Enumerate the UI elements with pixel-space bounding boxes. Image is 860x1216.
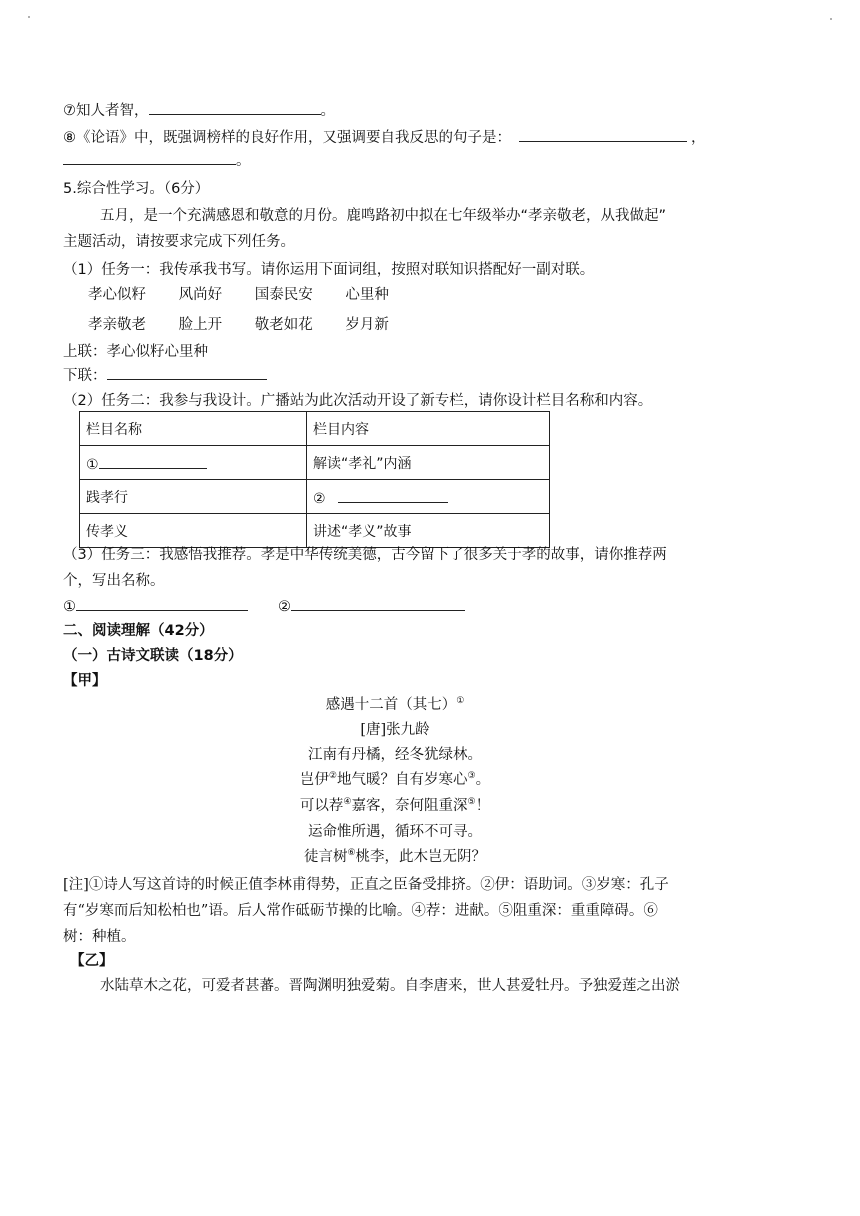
table-header-cell: 栏目名称 bbox=[80, 412, 307, 446]
table-cell-mark: ① bbox=[86, 456, 99, 473]
task-3-mark-1: ① bbox=[63, 599, 76, 615]
table-cell: 传孝义 bbox=[80, 514, 307, 548]
table-cell bbox=[307, 480, 550, 514]
word-item: 脸上开 bbox=[178, 317, 223, 333]
word-item: 风尚好 bbox=[178, 287, 223, 303]
passage-yi-label: 【乙】 bbox=[70, 953, 114, 969]
subsection-1-title: （一）古诗文联读（18分） bbox=[63, 648, 243, 664]
table-cell-mark: ② bbox=[313, 490, 326, 507]
task-3-blank-2[interactable] bbox=[291, 595, 465, 611]
question-8-continued bbox=[63, 149, 251, 170]
poem-note-mark: ⑤ bbox=[467, 797, 476, 808]
poem-line bbox=[0, 820, 790, 841]
table-row bbox=[80, 446, 550, 480]
poem-note-mark: ② bbox=[328, 771, 337, 782]
word-item: 孝亲敬老 bbox=[88, 317, 146, 333]
word-item: 岁月新 bbox=[345, 317, 389, 333]
poem-notes-line3: 树：种植。 bbox=[63, 929, 136, 945]
task-3-prompt-line1: （3）任务三：我感悟我推荐。孝是中华传统美德，古今留下了很多关于孝的故事，请你推荐两 bbox=[63, 547, 667, 563]
question-7-end: 。 bbox=[320, 103, 335, 119]
poem-note-mark: ④ bbox=[343, 797, 352, 808]
poem-line bbox=[0, 743, 790, 764]
question-5-intro-line1: 五月，是一个充满感恩和敬意的月份。鹿鸣路初中拟在七年级举办“孝亲敬老，从我做起” bbox=[100, 208, 667, 224]
poem-line bbox=[0, 845, 790, 866]
couplet-lower bbox=[63, 364, 267, 385]
table-cell: 解读“孝礼”内涵 bbox=[307, 446, 550, 480]
poem-line-text: 嘉客，奈何阻重深 bbox=[351, 798, 468, 814]
couplet-lower-blank[interactable] bbox=[107, 364, 267, 380]
poem-line bbox=[0, 794, 790, 815]
couplet-lower-label: 下联： bbox=[63, 368, 107, 384]
poem-line-text: 。 bbox=[475, 772, 491, 788]
answer-blank-8a[interactable] bbox=[519, 126, 687, 142]
task-3-prompt-line2: 个，写出名称。 bbox=[63, 573, 165, 589]
question-7-text: ⑦知人者智， bbox=[63, 103, 149, 119]
task-3-answers bbox=[63, 595, 465, 615]
poem-title bbox=[0, 693, 790, 714]
passage-yi-text: 水陆草木之花，可爱者甚蕃。晋陶渊明独爱菊。自李唐来，世人甚爱牡丹。予独爱莲之出淤 bbox=[100, 978, 680, 994]
column-design-table bbox=[79, 411, 550, 548]
table-cell bbox=[80, 446, 307, 480]
task-1-prompt: （1）任务一：我传承我书写。请你运用下面词组，按照对联知识搭配好一副对联。 bbox=[63, 262, 595, 278]
question-8 bbox=[63, 126, 706, 147]
question-5-title: 5.综合性学习。（6分） bbox=[63, 181, 210, 197]
couplet-upper: 上联：孝心似籽心里种 bbox=[63, 344, 208, 360]
table-cell: 践孝行 bbox=[80, 480, 307, 514]
poem-author: [唐]张九龄 bbox=[360, 722, 430, 738]
poem-notes-line1: [注]①诗人写这首诗的时候正值李林甫得势，正直之臣备受排挤。②伊：语助词。③岁寒：孔子 bbox=[63, 877, 669, 893]
word-item: 孝心似籽 bbox=[88, 287, 146, 303]
word-row-1 bbox=[88, 283, 417, 304]
task-3-blank-1[interactable] bbox=[76, 595, 248, 611]
table-header-cell: 栏目内容 bbox=[307, 412, 550, 446]
task-3-mark-2: ② bbox=[278, 599, 291, 615]
poem-line-text: 江南有丹橘，经冬犹绿林。 bbox=[308, 747, 482, 763]
question-7 bbox=[63, 99, 335, 120]
answer-blank-7[interactable] bbox=[149, 99, 321, 115]
word-item: 敬老如花 bbox=[254, 317, 313, 333]
question-8-text: ⑧《论语》中，既强调榜样的良好作用，又强调要自我反思的句子是： bbox=[63, 130, 511, 146]
scan-speck bbox=[830, 18, 832, 20]
word-item: 心里种 bbox=[345, 287, 389, 303]
poem-note-mark: ⑥ bbox=[347, 848, 356, 859]
poem-line-text: 地气暖？自有岁寒心 bbox=[337, 772, 468, 788]
poem-line-text: 岂伊 bbox=[299, 772, 329, 788]
poem-line-text: 可以荐 bbox=[299, 798, 344, 814]
word-row-2 bbox=[88, 313, 417, 334]
poem-title-note: ① bbox=[456, 696, 465, 707]
poem-line bbox=[0, 768, 790, 789]
poem-title-text: 感遇十二首（其七） bbox=[325, 697, 457, 713]
poem-line-text: 桃李，此木岂无阴？ bbox=[355, 849, 487, 865]
question-5-intro-line2: 主题活动，请按要求完成下列任务。 bbox=[63, 234, 295, 250]
scan-speck bbox=[28, 16, 30, 18]
table-answer-blank-1[interactable] bbox=[99, 453, 207, 469]
passage-jia-label: 【甲】 bbox=[63, 673, 107, 689]
question-8-end: 。 bbox=[236, 153, 251, 169]
table-answer-blank-2[interactable] bbox=[338, 487, 448, 503]
poem-notes-line2: 有“岁寒而后知松柏也”语。后人常作砥砺节操的比喻。④荐：进献。⑤阻重深：重重障碍。⑥ bbox=[63, 903, 658, 919]
poem-line-text: 运命惟所遇，循环不可寻。 bbox=[308, 824, 482, 840]
question-8-comma: ， bbox=[691, 130, 706, 146]
table-cell: 讲述“孝义”故事 bbox=[307, 514, 550, 548]
table-row bbox=[80, 480, 550, 514]
table-header-row bbox=[80, 412, 550, 446]
word-item: 国泰民安 bbox=[254, 287, 313, 303]
answer-blank-8b[interactable] bbox=[63, 149, 236, 165]
poem-line-text: 徒言树 bbox=[303, 849, 348, 865]
poem-note-mark: ③ bbox=[467, 771, 476, 782]
task-2-prompt: （2）任务二：我参与我设计。广播站为此次活动开设了新专栏，请你设计栏目名称和内容。 bbox=[63, 393, 653, 409]
section-2-title: 二、阅读理解（42分） bbox=[63, 623, 214, 639]
poem-line-text: ！ bbox=[475, 798, 491, 814]
